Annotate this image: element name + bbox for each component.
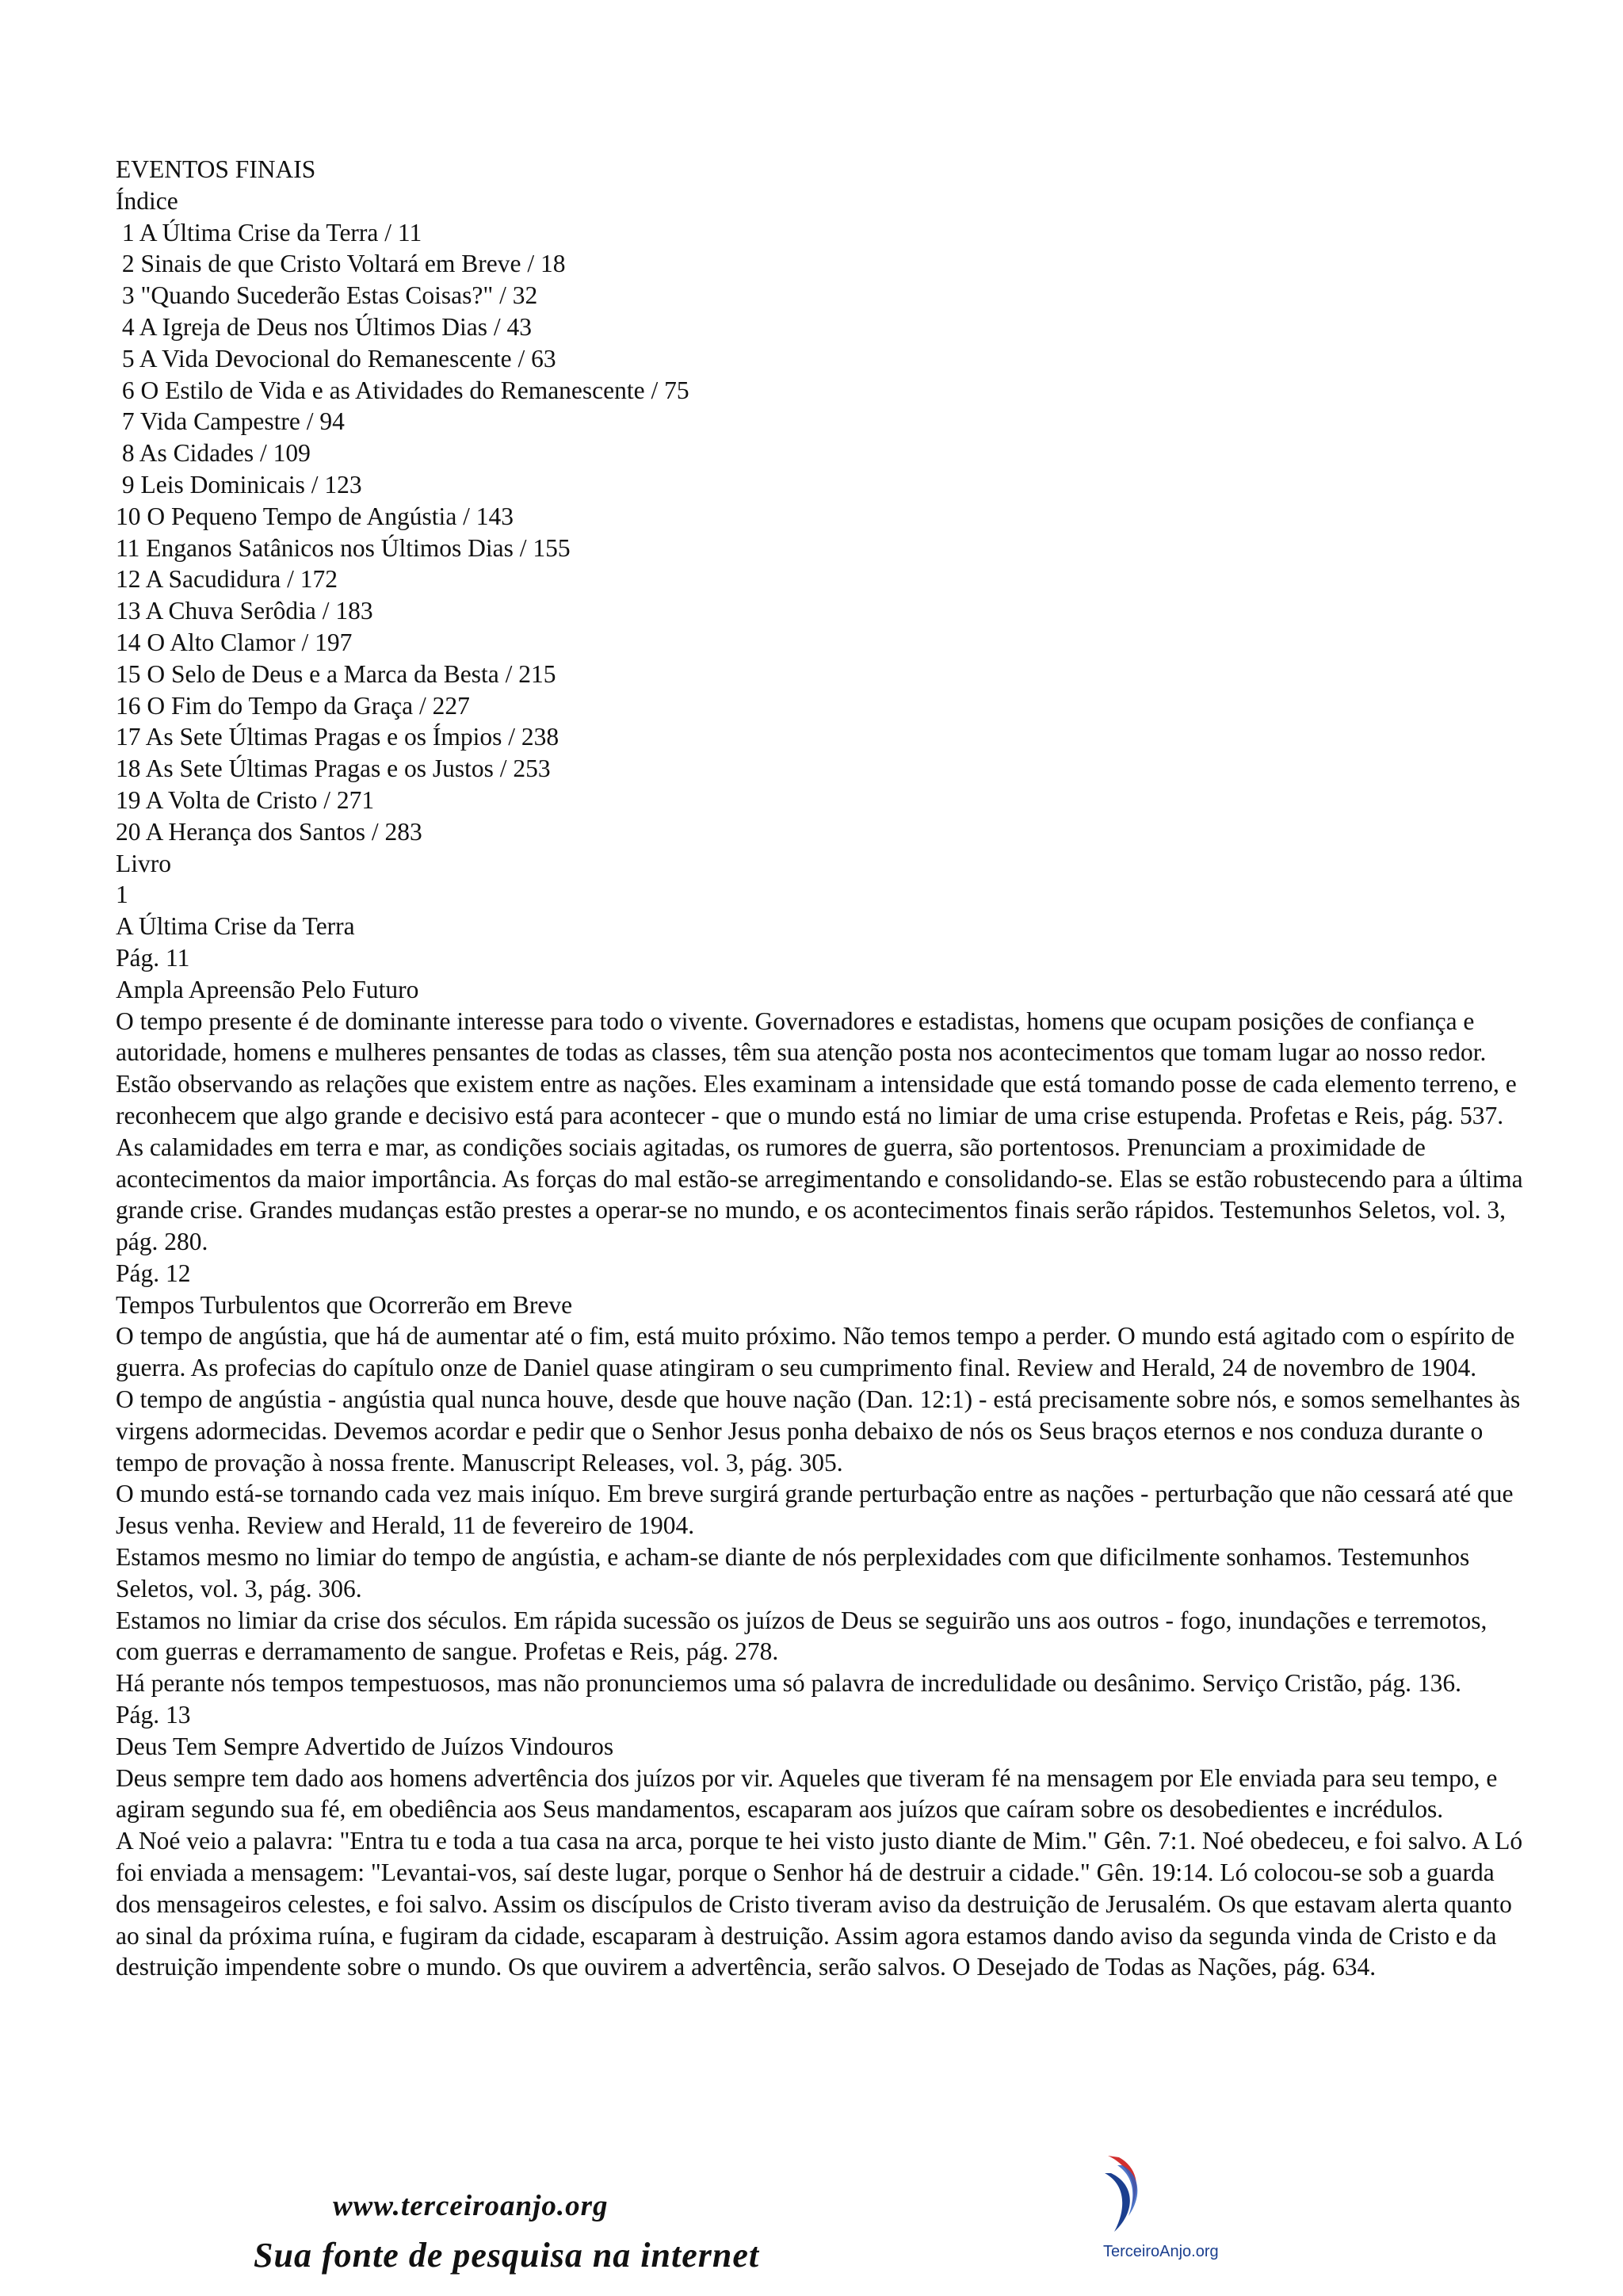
- table-of-contents: [116, 217, 1526, 848]
- toc-item: 15 O Selo de Deus e a Marca da Besta / 215: [116, 659, 556, 688]
- book-label: Livro: [116, 849, 171, 877]
- toc-item: 13 A Chuva Serôdia / 183: [116, 597, 373, 625]
- toc-item: 17 As Sete Últimas Pragas e os Ímpios / 238: [116, 723, 559, 751]
- index-label: Índice: [116, 186, 178, 215]
- toc-item: 18 As Sete Últimas Pragas e os Justos / 253: [116, 755, 551, 783]
- logo-text: TerceiroAnjo.org: [1103, 2243, 1219, 2260]
- document-title: EVENTOS FINAIS: [116, 155, 316, 183]
- toc-item: 8 As Cidades / 109: [116, 439, 311, 468]
- toc-item: 9 Leis Dominicais / 123: [116, 470, 362, 499]
- toc-item: 4 A Igreja de Deus nos Últimos Dias / 43: [116, 312, 532, 341]
- toc-item: 5 A Vida Devocional do Remanescente / 63: [116, 344, 556, 372]
- paragraph: A Noé veio a palavra: "Entra tu e toda a tua casa na arca, porque te hei visto justo diante de Mim." Gên. 7:1. Noé obedeceu, e foi salvo. A Ló foi enviada a mensagem: "Levantai-vos, saí deste lugar, porque o Senhor há de destruir a cidade." Gên. 19:14. Ló colocou-se sob a guarda dos mensageiros celestes, e foi salvo. Assim os discípulos de Cristo tiveram aviso da destruição de Jerusalém. Os que estavam alerta quanto ao sinal da próxima ruína, e fugiram da cidade, escaparam à destruição. Assim agora estamos dando aviso da segunda vinda de Cristo e da destruição impendente sobre o mundo. Os que ouvirem a advertência, serão salvos. O Desejado de Todas as Nações, pág. 634.: [116, 1827, 1523, 1981]
- paragraph: Estamos mesmo no limiar do tempo de angústia, e acham-se diante de nós perplexidades com que dificilmente sonhamos. Testemunhos Seletos, vol. 3, pág. 306.: [116, 1543, 1470, 1603]
- toc-item: 19 A Volta de Cristo / 271: [116, 785, 375, 814]
- paragraph: Estamos no limiar da crise dos séculos. Em rápida sucessão os juízos de Deus se seguirão uns aos outros - fogo, inundações e terremotos, com guerras e derramamento de sangue. Profetas e Reis, pág. 278.: [116, 1606, 1487, 1666]
- section-heading: Deus Tem Sempre Advertido de Juízos Vindouros: [116, 1732, 614, 1760]
- section-heading: Ampla Apreensão Pelo Futuro: [116, 975, 419, 1003]
- toc-item: 20 A Herança dos Santos / 283: [116, 817, 422, 846]
- paragraph: O mundo está-se tornando cada vez mais iníquo. Em breve surgirá grande perturbação entre as nações - perturbação que não cessará até que Jesus venha. Review and Herald, 11 de fevereiro de 1904.: [116, 1480, 1514, 1540]
- section-heading: Tempos Turbulentos que Ocorrerão em Breve: [116, 1290, 573, 1319]
- toc-item: 2 Sinais de que Cristo Voltará em Breve / 18: [116, 250, 566, 278]
- toc-item: 14 O Alto Clamor / 197: [116, 628, 353, 656]
- paragraph: O tempo de angústia, que há de aumentar até o fim, está muito próximo. Não temos tempo a perder. O mundo está agitado com o espírito de guerra. As profecias do capítulo onze de Daniel quase atingiram o seu cumprimento final. Review and Herald, 24 de novembro de 1904.: [116, 1322, 1515, 1382]
- paragraph: O tempo presente é de dominante interesse para todo o vivente. Governadores e estadistas, homens que ocupam posições de confiança e autoridade, homens e mulheres pensantes de todas as classes, têm sua atenção posta nos acontecimentos que tomam lugar ao nosso redor. Estão observando as relações que existem entre as nações. Eles examinam a intensidade que está tomando posse de cada elemento terreno, e reconhecem que algo grande e decisivo está para acontecer - que o mundo está no limiar de uma crise estupenda. Profetas e Reis, pág. 537.: [116, 1007, 1517, 1129]
- toc-item: 3 "Quando Sucederão Estas Coisas?" / 32: [116, 281, 538, 310]
- toc-item: 1 A Última Crise da Terra / 11: [116, 218, 422, 246]
- toc-item: 12 A Sacudidura / 172: [116, 565, 338, 594]
- page-marker: Pág. 13: [116, 1701, 191, 1729]
- paragraph: O tempo de angústia - angústia qual nunca houve, desde que houve nação (Dan. 12:1) - está precisamente sobre nós, e somos semelhantes às virgens adormecidas. Devemos acordar e pedir que o Senhor Jesus ponha debaixo de nós os Seus braços eternos e nos conduza durante o tempo de provação à nossa frente. Manuscript Releases, vol. 3, pág. 305.: [116, 1385, 1521, 1477]
- document-body: [116, 154, 1526, 1983]
- chapter-number: 1: [116, 881, 128, 909]
- chapter-title: A Última Crise da Terra: [116, 912, 355, 941]
- page-marker: Pág. 12: [116, 1259, 191, 1287]
- footer-tagline: Sua fonte de pesquisa na internet: [254, 2236, 760, 2275]
- paragraph: As calamidades em terra e mar, as condições sociais agitadas, os rumores de guerra, são portentosos. Prenunciam a proximidade de acontecimentos da maior importância. As forças do mal estão-se arregimentando e consolidando-se. Elas se estão robustecendo para a última grande crise. Grandes mudanças estão prestes a operar-se no mundo, e os acontecimentos finais serão rápidos. Testemunhos Seletos, vol. 3, pág. 280.: [116, 1133, 1523, 1256]
- paragraph: Há perante nós tempos tempestuosos, mas não pronunciemos uma só palavra de incredulidade ou desânimo. Serviço Cristão, pág. 136.: [116, 1669, 1461, 1698]
- footer-url[interactable]: www.terceiroanjo.org: [333, 2190, 609, 2222]
- toc-item: 6 O Estilo de Vida e as Atividades do Remanescente / 75: [116, 376, 689, 404]
- page-marker: Pág. 11: [116, 943, 190, 972]
- toc-item: 11 Enganos Satânicos nos Últimos Dias / 155: [116, 533, 571, 562]
- paragraph: Deus sempre tem dado aos homens advertência dos juízos por vir. Aqueles que tiveram fé na mensagem por Ele enviada para seu tempo, e agiram segundo sua fé, em obediência aos Seus mandamentos, escaparam aos juízos que caíram sobre os desobedientes e incrédulos.: [116, 1763, 1498, 1824]
- toc-item: 7 Vida Campestre / 94: [116, 407, 345, 436]
- toc-item: 10 O Pequeno Tempo de Angústia / 143: [116, 502, 514, 530]
- terceiro-anjo-logo: [1090, 2149, 1249, 2237]
- toc-item: 16 O Fim do Tempo da Graça / 227: [116, 691, 470, 720]
- logo-blue-swoosh: [1105, 2173, 1130, 2232]
